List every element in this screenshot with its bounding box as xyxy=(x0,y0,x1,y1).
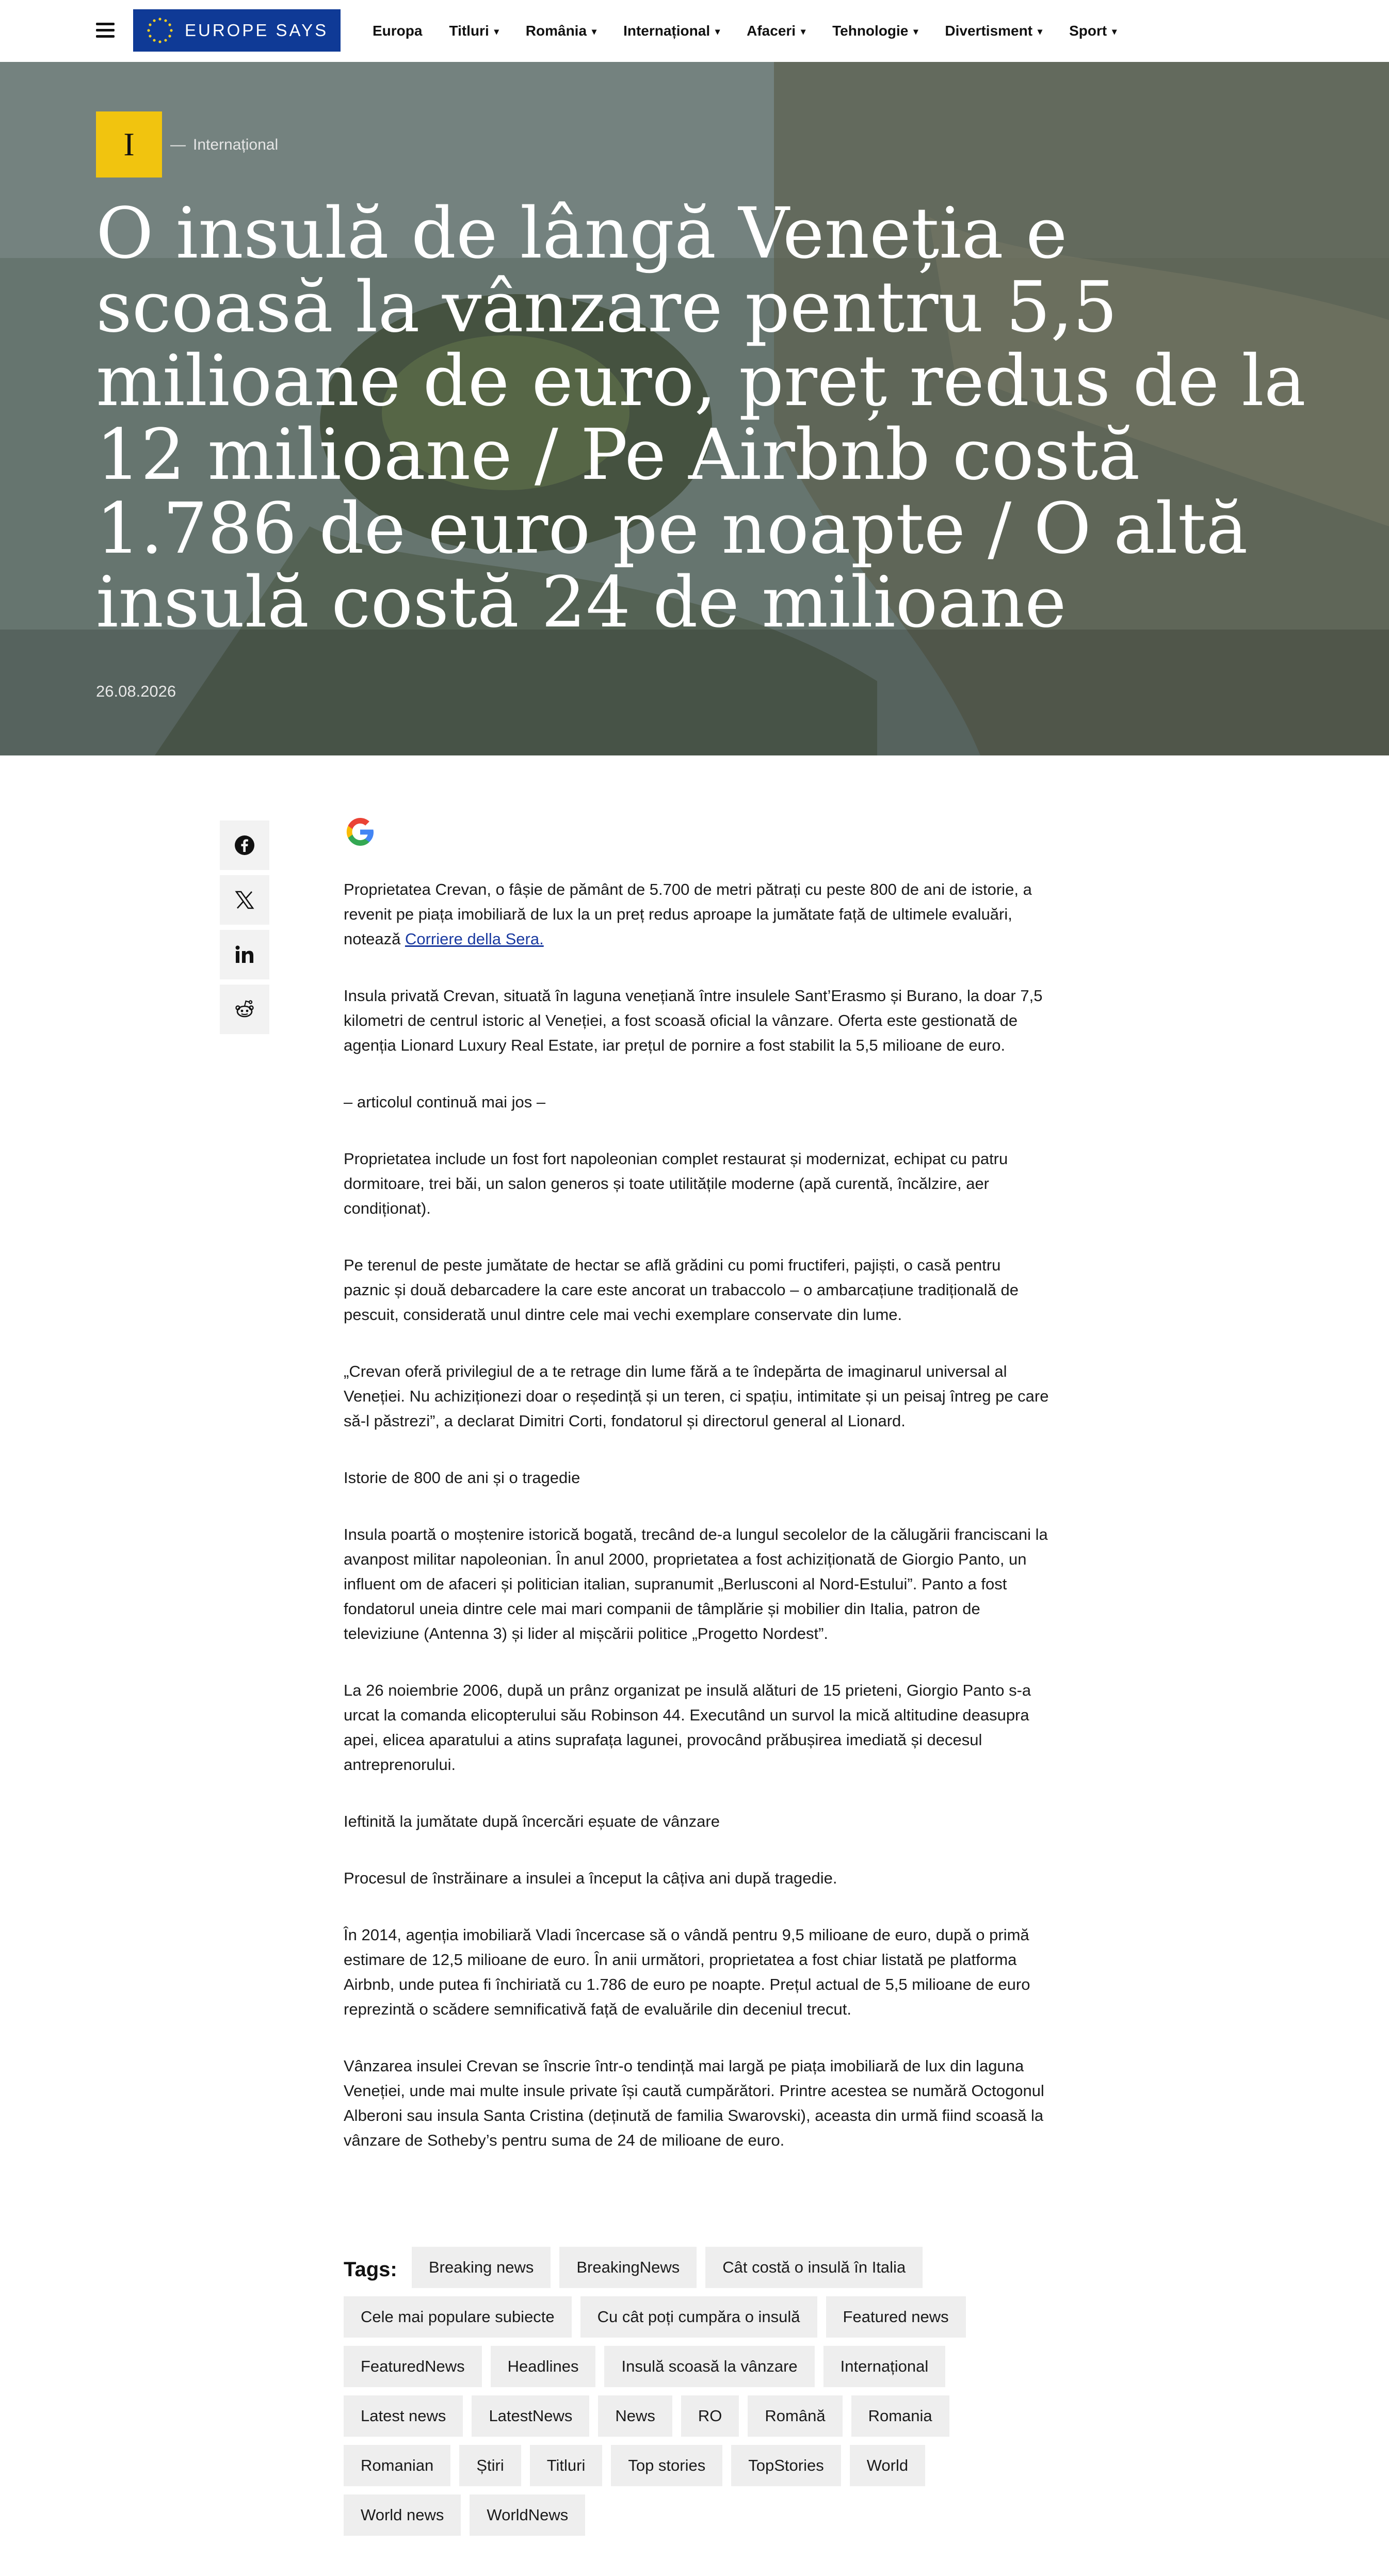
chevron-down-icon: ▾ xyxy=(1112,26,1117,37)
tag-row xyxy=(344,2445,934,2486)
tag-link[interactable]: Cele mai populare subiecte xyxy=(344,2296,572,2338)
tags-label: Tags: xyxy=(344,2258,397,2281)
chevron-down-icon: ▾ xyxy=(494,26,499,37)
chevron-down-icon: ▾ xyxy=(913,26,918,37)
nav-item[interactable] xyxy=(526,23,596,39)
tag-link[interactable]: World news xyxy=(344,2494,461,2536)
chevron-down-icon: ▾ xyxy=(1038,26,1043,37)
facebook-icon xyxy=(234,835,255,856)
tag-link[interactable]: Insulă scoasă la vânzare xyxy=(604,2346,814,2387)
article-title: O insulă de lângă Veneția e scoasă la vânzare pentru 5,5 milioane de euro, preț redus de la 12 milioane / Pe Airbnb costă 1.786 de euro pe noapte / O altă insulă costă 24 de milioane xyxy=(96,193,1306,643)
tag-link[interactable]: Romanian xyxy=(344,2445,450,2486)
tag-link[interactable]: Titluri xyxy=(530,2445,603,2486)
tag-link[interactable]: Română xyxy=(748,2395,842,2437)
hero-banner xyxy=(0,62,1389,755)
article-paragraph: La 26 noiembrie 2006, după un prânz organizat pe insulă alături de 15 prieteni, Giorgio Panto s-a urcat la comanda elicopterului său Robinson 44. Executând un survol la mică altitudine deasupra apei, elicea aparatului a atins suprafața lagunei, provocând prăbușirea imediată și decesul antreprenorului. xyxy=(344,1681,1031,1774)
article-body xyxy=(344,815,1051,2185)
tag-row xyxy=(344,2494,594,2536)
tag-link[interactable]: TopStories xyxy=(731,2445,841,2486)
tag-link[interactable]: RO xyxy=(681,2395,739,2437)
nav-item[interactable] xyxy=(449,23,498,39)
google-g-icon xyxy=(344,815,377,848)
x-icon xyxy=(235,890,254,910)
nav-item[interactable] xyxy=(945,23,1042,39)
source-link[interactable]: Corriere della Sera. xyxy=(405,930,544,948)
chevron-down-icon: ▾ xyxy=(592,26,597,37)
publish-date: 26.08.2026 xyxy=(96,682,176,700)
tag-link[interactable]: Cu cât poți cumpăra o insulă xyxy=(580,2296,817,2338)
tag-link[interactable]: Breaking news xyxy=(412,2247,551,2288)
chevron-down-icon: ▾ xyxy=(715,26,720,37)
nav-item-label: Titluri xyxy=(449,23,489,39)
chevron-down-icon: ▾ xyxy=(801,26,806,37)
nav-item-label: Tehnologie xyxy=(832,23,909,39)
nav-item[interactable] xyxy=(832,23,918,39)
category-text: Internațional xyxy=(193,136,279,153)
article-subheading: Istorie de 800 de ani și o tragedie xyxy=(344,1469,580,1487)
tag-link[interactable]: Știri xyxy=(459,2445,521,2486)
tag-link[interactable]: News xyxy=(598,2395,672,2437)
logo-text: EUROPE SAYS xyxy=(185,21,329,40)
share-bar xyxy=(220,820,269,1039)
article-paragraph: Insula privată Crevan, situată în laguna venețiană între insulele Sant’Erasmo și Burano, la doar 7,5 kilometri de centrul istoric al Veneției, a fost scoasă oficial la vânzare. Oferta este gestionată de agenția Lionard Luxury Real Estate, iar prețul de pornire a fost stabilit la 5,5 milioane de euro. xyxy=(344,987,1043,1054)
tag-row xyxy=(344,2395,958,2437)
paragraph-text: Proprietatea Crevan, o fâșie de pământ de 5.700 de metri pătrați cu peste 800 de ani de istorie, a revenit pe piața imobiliară de lux la un preț redus aproape la jumătate față de ultimele evaluări, notează xyxy=(344,880,1032,948)
nav-item[interactable] xyxy=(373,23,422,39)
linkedin-share-button[interactable] xyxy=(220,930,269,979)
nav-item-label: Sport xyxy=(1069,23,1107,39)
tag-link[interactable]: WorldNews xyxy=(470,2494,585,2536)
nav-item-label: Internațional xyxy=(623,23,710,39)
tag-link[interactable]: BreakingNews xyxy=(559,2247,697,2288)
linkedin-icon xyxy=(235,945,254,964)
tag-link[interactable]: Internațional xyxy=(823,2346,946,2387)
google-news-icon[interactable] xyxy=(344,815,377,848)
tag-link[interactable]: LatestNews xyxy=(472,2395,589,2437)
nav-item-label: Europa xyxy=(373,23,423,39)
article-paragraph: Procesul de înstrăinare a insulei a început la câțiva ani după tragedie. xyxy=(344,1869,837,1887)
nav-item-label: România xyxy=(525,23,587,39)
tag-link[interactable]: Headlines xyxy=(491,2346,596,2387)
article-paragraph xyxy=(344,877,1051,952)
article-paragraph: În 2014, agenția imobiliară Vladi încercase să o vândă pentru 9,5 milioane de euro, după o primă estimare de 12,5 milioane de euro. În anii următori, proprietatea a fost chiar listată pe platforma Airbnb, unde putea fi închiriată cu 1.786 de euro pe noapte. Prețul actual de 5,5 milioane de euro reprezintă o scădere semnificativă față de evaluările din deceniul trecut. xyxy=(344,1926,1030,2018)
top-navigation xyxy=(0,0,1389,62)
article-paragraph: Pe terenul de peste jumătate de hectar se află grădini cu pomi fructiferi, pajiști, o casă pentru paznic și două debarcadere la care este ancorat un trabaccolo – o ambarcațiune tradițională de pescuit, considerată unul dintre cele mai vechi exemplare conservate din lume. xyxy=(344,1256,1019,1324)
nav-item-label: Divertisment xyxy=(945,23,1033,39)
eu-stars-icon xyxy=(144,15,175,46)
reddit-icon xyxy=(234,999,255,1020)
category-badge[interactable]: I xyxy=(96,111,162,178)
hamburger-menu-icon[interactable] xyxy=(96,23,115,38)
article-paragraph: „Crevan oferă privilegiul de a te retrage din lume fără a te îndepărta de imaginarul universal al Veneției. Nu achiziționezi doar o reședință și un teren, ci spațiu, intimitate și un peisaj întreg pe care să-l păstrezi”, a declarat Dimitri Corti, fondatorul și directorul general al Lionard. xyxy=(344,1362,1049,1430)
tag-row xyxy=(412,2247,931,2288)
article-subheading: Ieftinită la jumătate după încercări eșuate de vânzare xyxy=(344,1812,720,1830)
article-paragraph: Vânzarea insulei Crevan se înscrie într-o tendință mai largă pe piața imobiliară de lux din laguna Veneției, unde mai multe insule private își caută cumpărători. Printre acestea se numără Octogonul Alberoni sau insula Santa Cristina (deținută de familia Swarovski), aceasta din urmă fiind scoasă la vânzare de Sotheby’s pentru suma de 24 de milioane de euro. xyxy=(344,2057,1044,2149)
tag-link[interactable]: World xyxy=(850,2445,925,2486)
nav-item[interactable] xyxy=(623,23,720,39)
site-logo[interactable] xyxy=(133,9,341,52)
article-paragraph: Proprietatea include un fost fort napoleonian complet restaurat și modernizat, echipat cu patru dormitoare, trei băi, un salon generos și toate utilitățile moderne (apă curentă, încălzire, aer condiționat). xyxy=(344,1150,1008,1217)
tag-link[interactable]: Cât costă o insulă în Italia xyxy=(705,2247,923,2288)
nav-item[interactable] xyxy=(1069,23,1117,39)
tag-row xyxy=(344,2346,954,2387)
tag-link[interactable]: Featured news xyxy=(826,2296,966,2338)
nav-item-label: Afaceri xyxy=(747,23,796,39)
tag-row xyxy=(344,2296,975,2338)
reddit-share-button[interactable] xyxy=(220,985,269,1034)
main-menu xyxy=(373,0,1143,62)
article-paragraph: Insula poartă o moștenire istorică bogată, trecând de-a lungul secolelor de la călugării franciscani la avanpost militar napoleonian. În anul 2000, proprietatea a fost achiziționată de Giorgio Panto, un influent om de afaceri și politician italian, supranumit „Berlusconi al Nord-Estului”. Panto a fost fondatorul uneia dintre cele mai mari companii de tâmplărie și mobilier din Italia, patron de televiziune (Antenna 3) și lider al mișcării politice „Progetto Nordest”. xyxy=(344,1525,1048,1643)
x-share-button[interactable] xyxy=(220,875,269,925)
nav-item[interactable] xyxy=(747,23,805,39)
tag-link[interactable]: Top stories xyxy=(611,2445,722,2486)
continue-reading-note: – articolul continuă mai jos – xyxy=(344,1093,546,1111)
tag-link[interactable]: Romania xyxy=(851,2395,949,2437)
tag-link[interactable]: Latest news xyxy=(344,2395,463,2437)
facebook-share-button[interactable] xyxy=(220,820,269,870)
tag-link[interactable]: FeaturedNews xyxy=(344,2346,482,2387)
category-label[interactable]: — Internațional xyxy=(170,136,279,153)
